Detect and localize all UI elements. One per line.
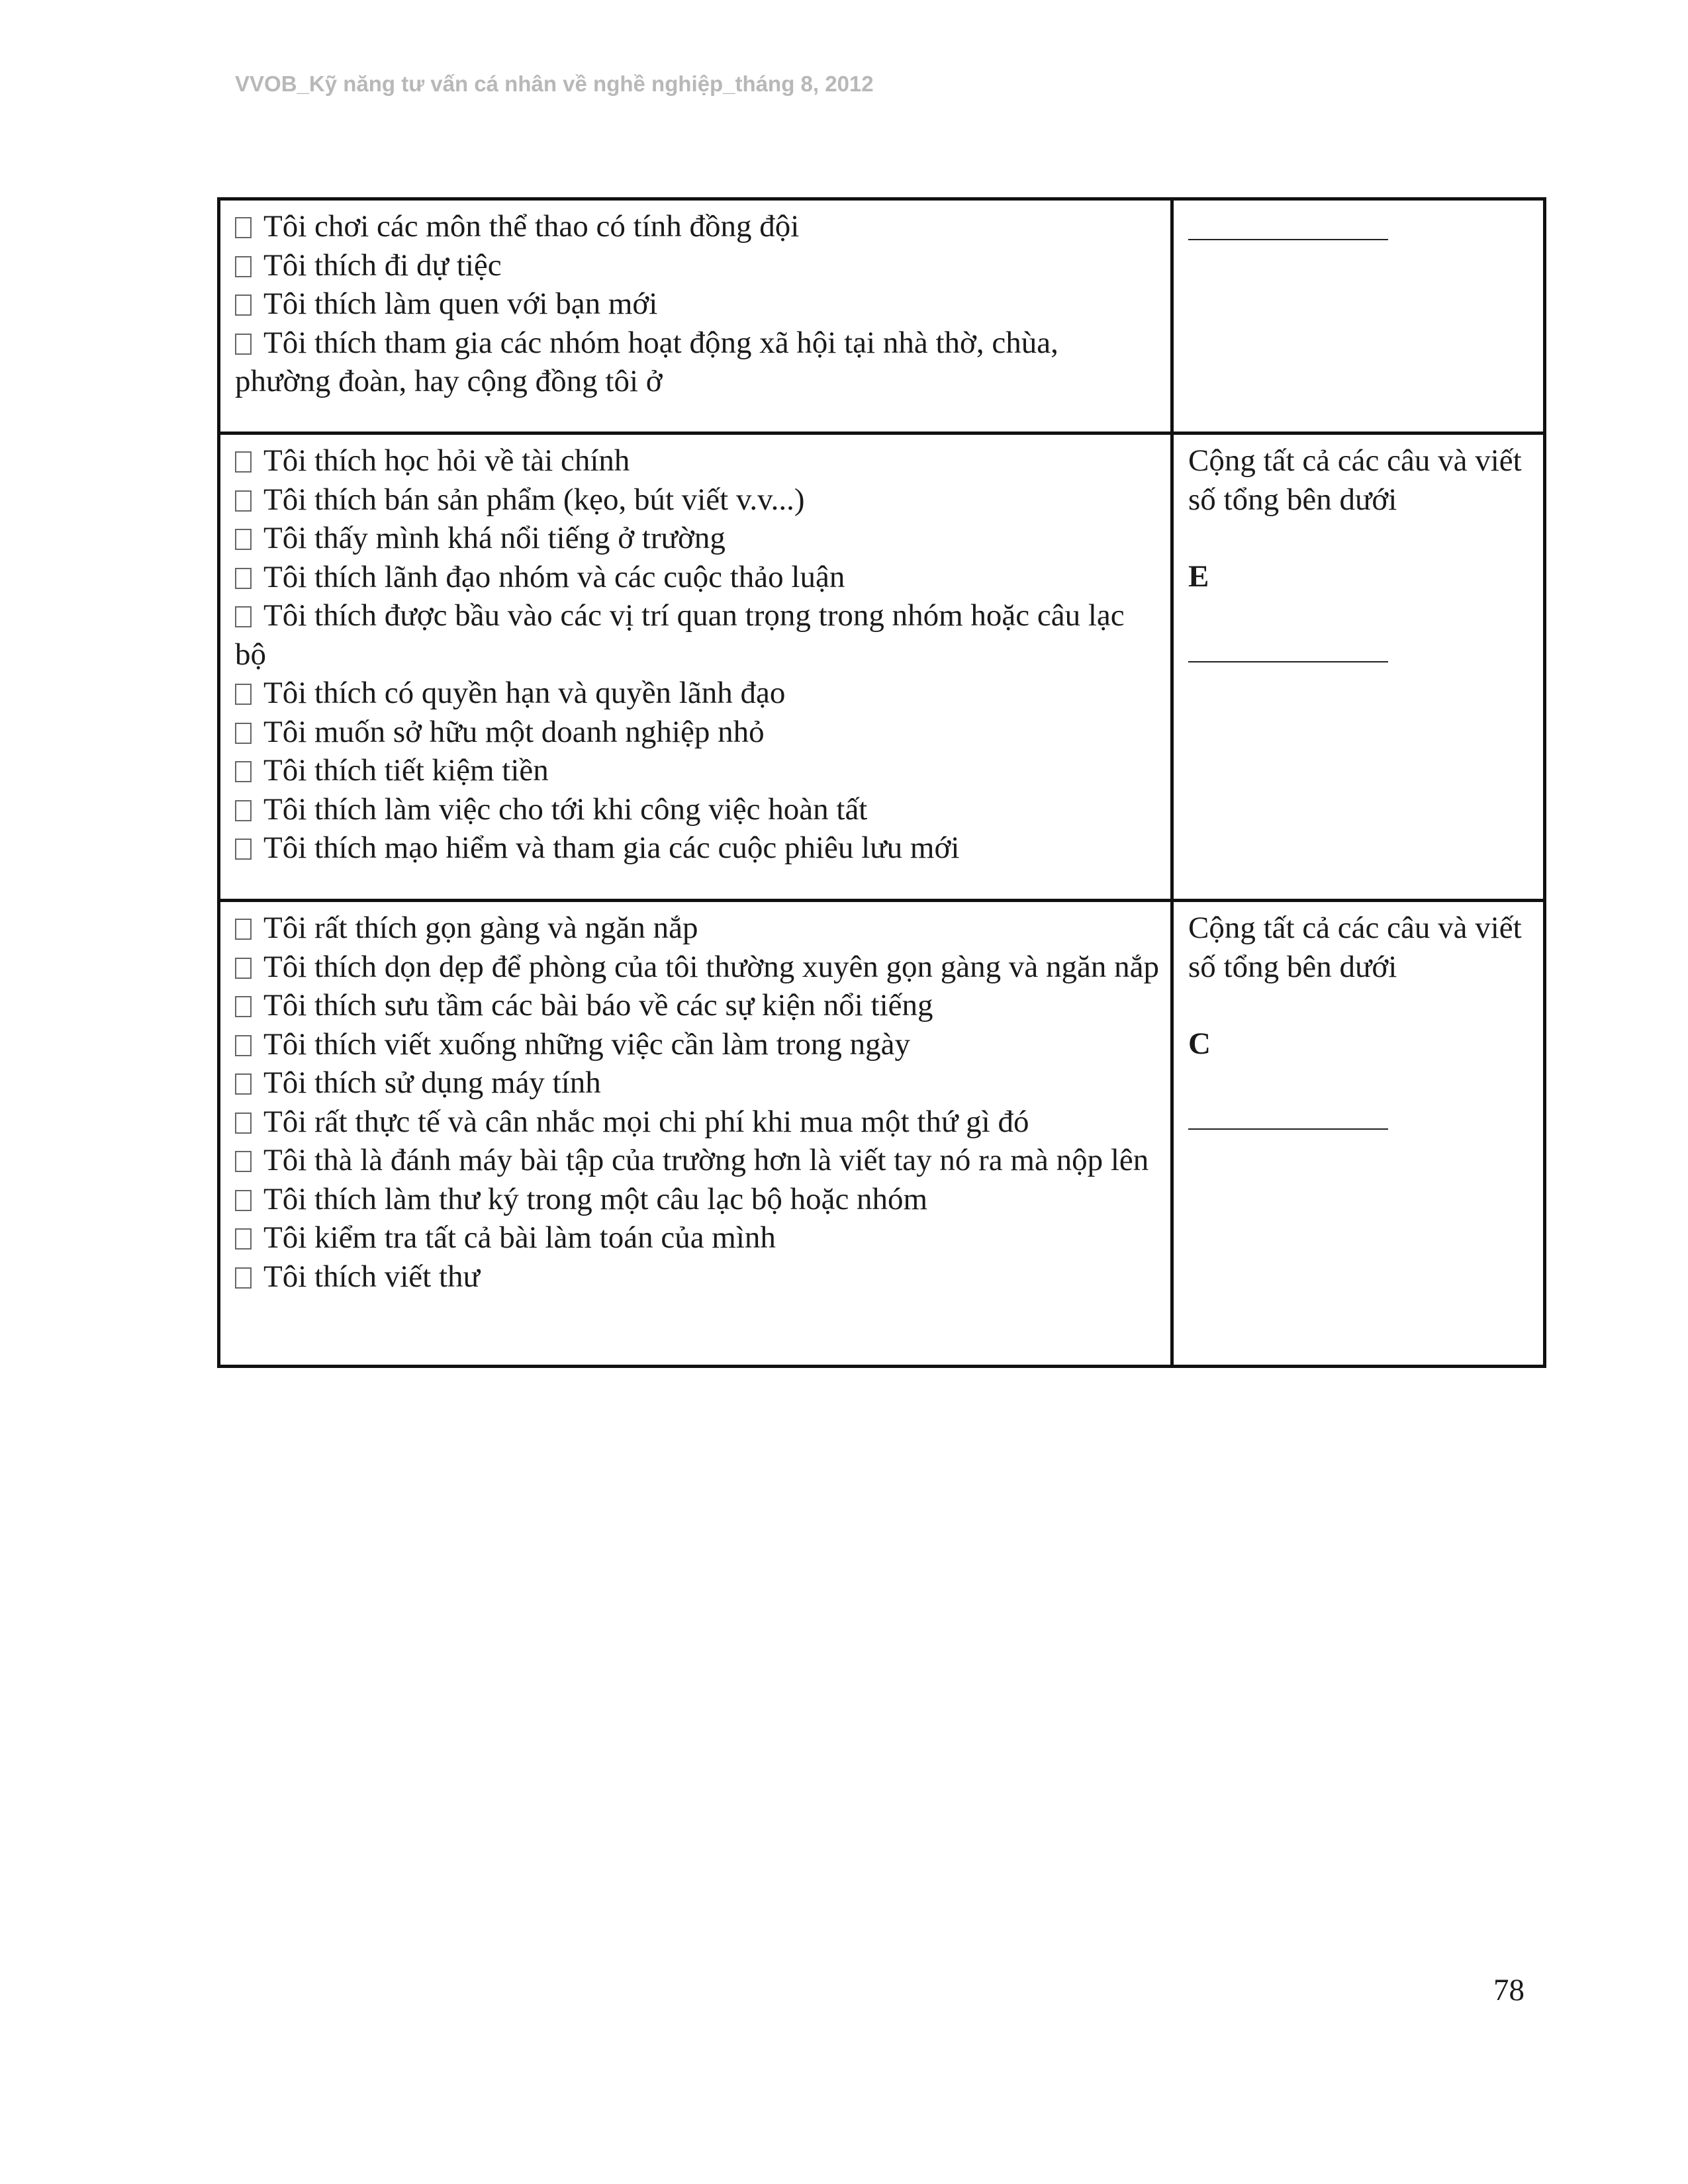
statement-item bbox=[235, 1064, 1160, 1103]
checkbox[interactable] bbox=[235, 606, 252, 627]
statement-text: Tôi chơi các môn thể thao có tính đồng đội bbox=[263, 209, 800, 244]
statement-item bbox=[235, 674, 1160, 713]
checkbox[interactable] bbox=[235, 1190, 252, 1211]
score-blank-line[interactable] bbox=[1188, 1128, 1388, 1130]
statement-text: Tôi thích có quyền hạn và quyền lãnh đạo bbox=[263, 676, 786, 710]
statement-text: Tôi thích tiết kiệm tiền bbox=[263, 753, 549, 788]
statement-item bbox=[235, 713, 1160, 752]
checkbox[interactable] bbox=[235, 1073, 252, 1095]
checkbox[interactable] bbox=[235, 800, 252, 821]
statement-item bbox=[235, 1257, 1160, 1297]
statement-item bbox=[235, 519, 1160, 558]
score-category-letter: E bbox=[1188, 559, 1209, 594]
checkbox[interactable] bbox=[235, 295, 252, 316]
statement-text: Tôi kiểm tra tất cả bài làm toán của mình bbox=[263, 1220, 776, 1255]
checkbox[interactable] bbox=[235, 919, 252, 940]
statement-text: Tôi thích dọn dẹp để phòng của tôi thường xuyên gọn gàng và ngăn nắp bbox=[263, 949, 1159, 984]
checkbox[interactable] bbox=[235, 1151, 252, 1172]
statement-text: Tôi thích làm quen với bạn mới bbox=[263, 287, 658, 321]
score-instruction: Cộng tất cả các câu và viết số tổng bên dưới bbox=[1188, 443, 1522, 517]
statement-item bbox=[235, 596, 1160, 674]
checkbox[interactable] bbox=[235, 529, 252, 550]
checkbox[interactable] bbox=[235, 684, 252, 705]
checkbox[interactable] bbox=[235, 761, 252, 782]
statement-text: Tôi thà là đánh máy bài tập của trường hơn là viết tay nó ra mà nộp lên bbox=[263, 1143, 1149, 1177]
statement-text: Tôi thích lãnh đạo nhóm và các cuộc thảo luận bbox=[263, 559, 845, 594]
statement-text: Tôi thích mạo hiểm và tham gia các cuộc phiêu lưu mới bbox=[263, 831, 960, 865]
checkbox[interactable] bbox=[235, 217, 252, 238]
checkbox[interactable] bbox=[235, 1113, 252, 1134]
statement-text: Tôi thích bán sản phẩm (kẹo, bút viết v.v...) bbox=[263, 482, 805, 517]
statement-item bbox=[235, 751, 1160, 790]
statements-cell bbox=[219, 433, 1172, 901]
statement-item bbox=[235, 829, 1160, 868]
statement-text: Tôi thích được bầu vào các vị trí quan trọng trong nhóm hoặc câu lạc bộ bbox=[235, 598, 1125, 672]
score-blank-line[interactable] bbox=[1188, 661, 1388, 662]
survey-row bbox=[219, 433, 1545, 901]
statement-item bbox=[235, 1141, 1160, 1180]
checkbox[interactable] bbox=[235, 334, 252, 355]
page-number: 78 bbox=[1493, 1973, 1524, 2007]
statement-item bbox=[235, 986, 1160, 1025]
checkbox[interactable] bbox=[235, 723, 252, 744]
statement-text: Tôi thích viết thư bbox=[263, 1259, 481, 1294]
statement-item bbox=[235, 246, 1160, 285]
statement-text: Tôi thích làm việc cho tới khi công việc hoàn tất bbox=[263, 792, 868, 827]
checkbox[interactable] bbox=[235, 1267, 252, 1289]
statement-item bbox=[235, 909, 1160, 948]
score-category-letter: C bbox=[1188, 1026, 1211, 1061]
statement-text: Tôi thích đi dự tiệc bbox=[263, 248, 502, 283]
score-cell bbox=[1172, 901, 1545, 1367]
survey-row bbox=[219, 199, 1545, 433]
statement-item bbox=[235, 948, 1160, 987]
checkbox[interactable] bbox=[235, 256, 252, 277]
statement-item bbox=[235, 1025, 1160, 1064]
statement-text: Tôi muốn sở hữu một doanh nghiệp nhỏ bbox=[263, 714, 765, 749]
statement-text: Tôi thích viết xuống những việc cần làm trong ngày bbox=[263, 1026, 910, 1062]
checkbox[interactable] bbox=[235, 839, 252, 860]
interest-survey-table bbox=[217, 197, 1546, 1368]
statement-text: Tôi thích sử dụng máy tính bbox=[263, 1066, 601, 1100]
statement-text: Tôi thích làm thư ký trong một câu lạc bộ hoặc nhóm bbox=[263, 1181, 928, 1216]
checkbox[interactable] bbox=[235, 568, 252, 589]
statement-text: Tôi thấy mình khá nổi tiếng ở trường bbox=[263, 521, 726, 555]
checkbox[interactable] bbox=[235, 996, 252, 1017]
statement-text: Tôi rất thực tế và cân nhắc mọi chi phí khi mua một thứ gì đó bbox=[263, 1104, 1029, 1139]
survey-row bbox=[219, 901, 1545, 1367]
statement-item bbox=[235, 1180, 1160, 1219]
statement-item bbox=[235, 1218, 1160, 1257]
statement-item bbox=[235, 441, 1160, 480]
statement-item bbox=[235, 480, 1160, 520]
statement-item bbox=[235, 324, 1160, 401]
statement-text: Tôi thích sưu tầm các bài báo về các sự kiện nổi tiếng bbox=[263, 988, 933, 1023]
score-instruction: Cộng tất cả các câu và viết số tổng bên dưới bbox=[1188, 911, 1522, 984]
statements-cell bbox=[219, 199, 1172, 433]
checkbox[interactable] bbox=[235, 1035, 252, 1056]
running-header: VVOB_Kỹ năng tư vấn cá nhân về nghề nghiệp_tháng 8, 2012 bbox=[235, 71, 874, 96]
statement-item bbox=[235, 207, 1160, 246]
statement-item bbox=[235, 285, 1160, 324]
score-cell bbox=[1172, 433, 1545, 901]
score-blank-line[interactable] bbox=[1188, 239, 1388, 240]
statement-text: Tôi rất thích gọn gàng và ngăn nắp bbox=[263, 911, 698, 945]
statement-item bbox=[235, 558, 1160, 597]
checkbox[interactable] bbox=[235, 1228, 252, 1250]
checkbox[interactable] bbox=[235, 958, 252, 979]
statement-item bbox=[235, 790, 1160, 829]
checkbox[interactable] bbox=[235, 451, 252, 473]
score-cell bbox=[1172, 199, 1545, 433]
statement-text: Tôi thích tham gia các nhóm hoạt động xã hội tại nhà thờ, chùa, phường đoàn, hay cộng đồng tôi ở bbox=[235, 325, 1058, 398]
statements-cell bbox=[219, 901, 1172, 1367]
checkbox[interactable] bbox=[235, 490, 252, 512]
statement-text: Tôi thích học hỏi về tài chính bbox=[263, 443, 630, 478]
statement-item bbox=[235, 1103, 1160, 1142]
